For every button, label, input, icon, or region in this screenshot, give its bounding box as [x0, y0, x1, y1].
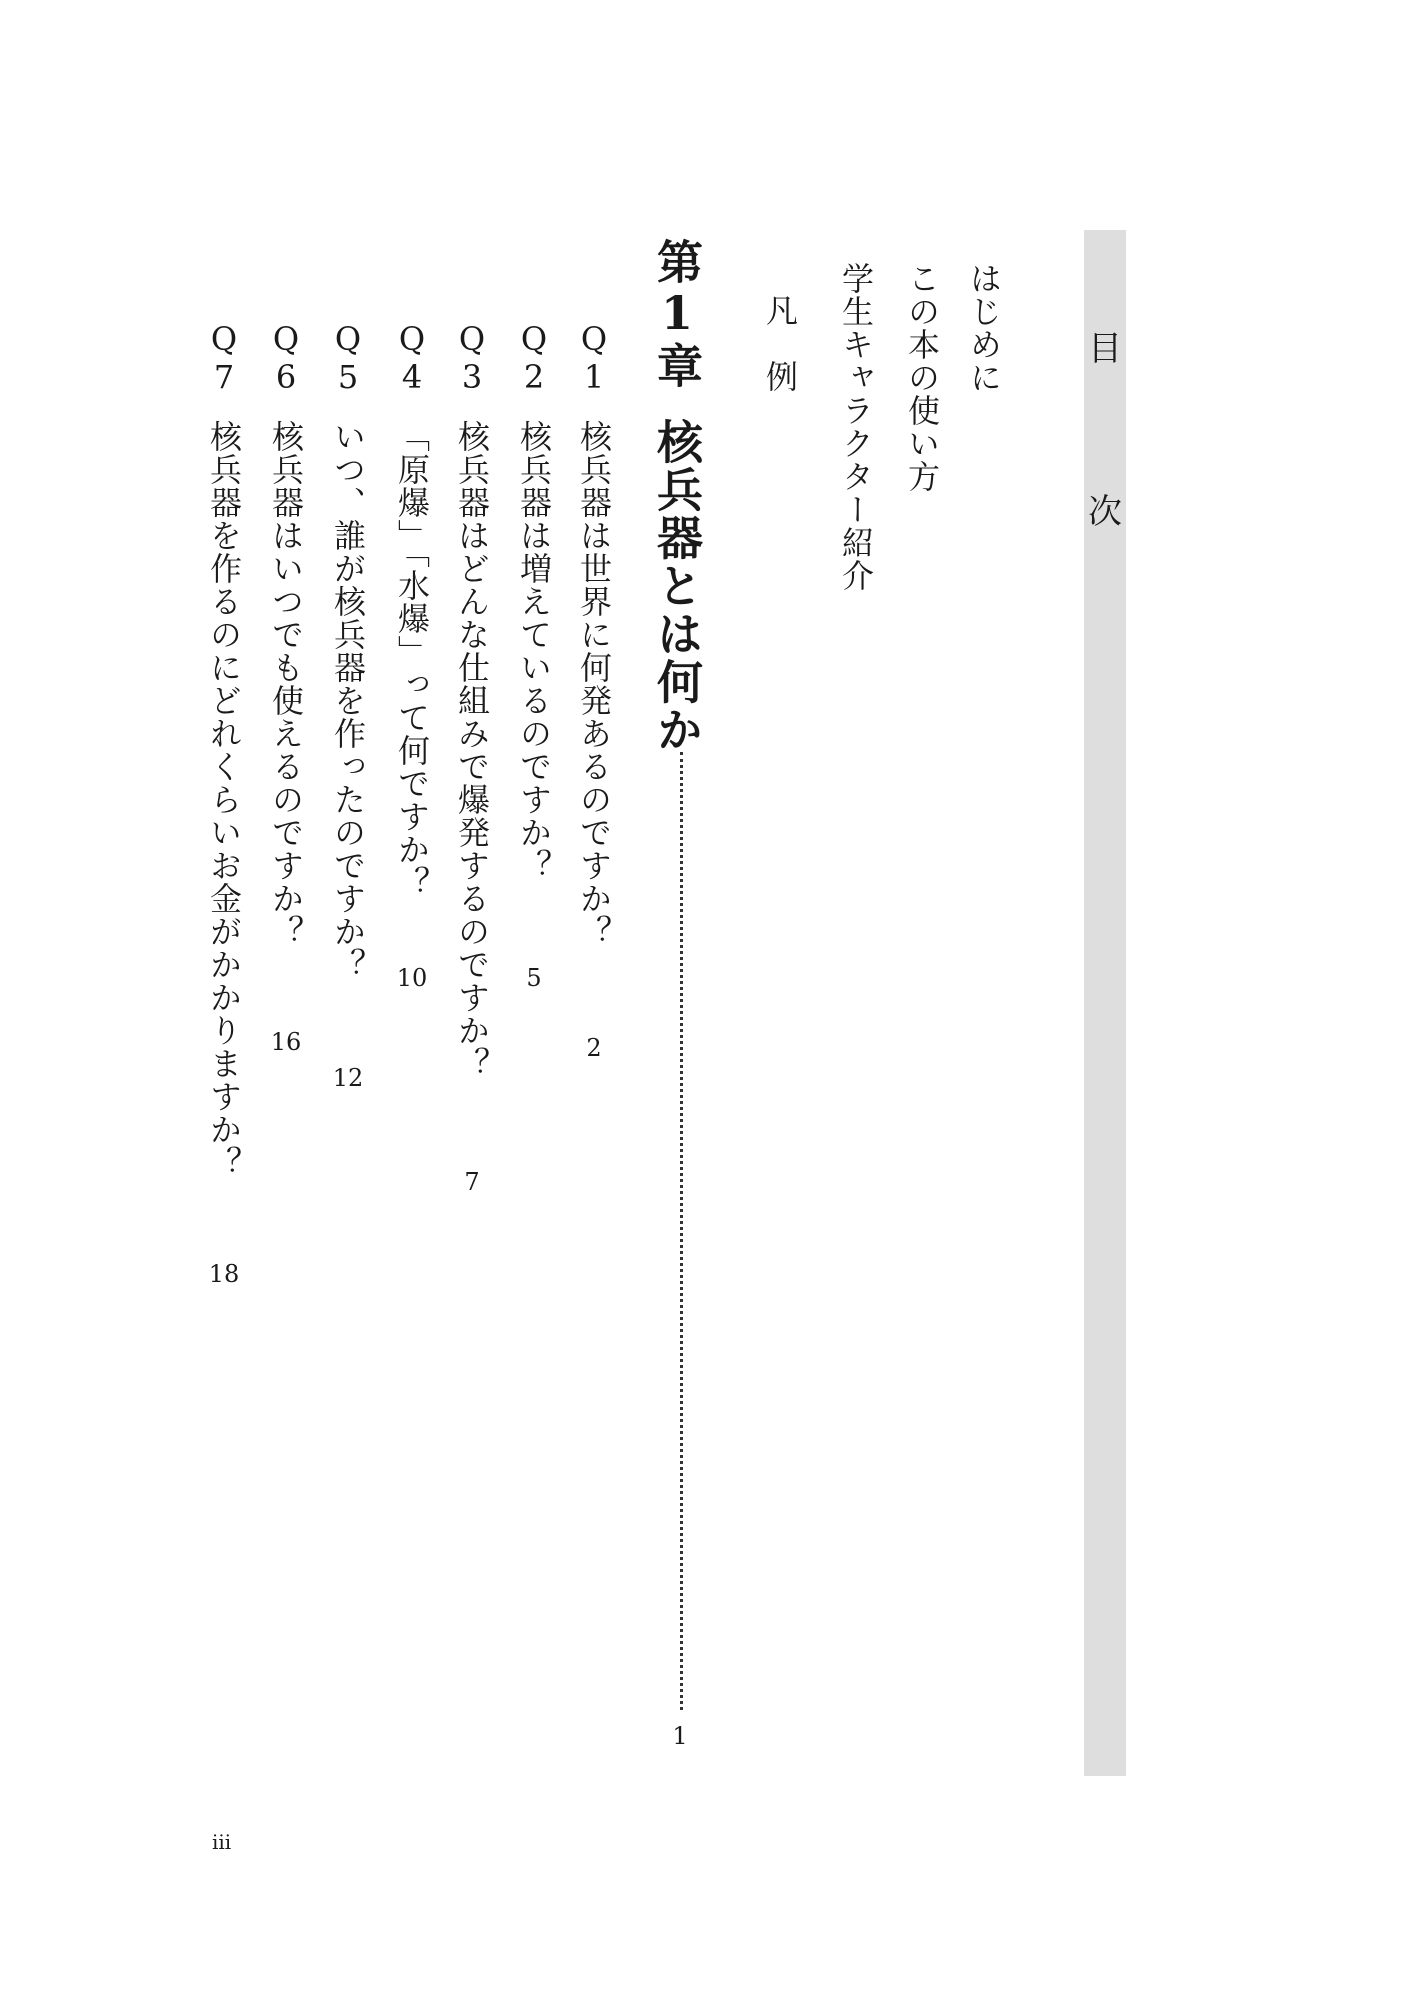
chapter-title: 核兵器とは何か	[650, 418, 704, 754]
question-page-number: 18	[208, 1260, 240, 1288]
question-label: Q2	[515, 320, 553, 396]
question-label: Q6	[267, 320, 305, 396]
chapter-label: 第1章	[650, 238, 704, 390]
question-text: 核兵器はどんな仕組みで爆発するのですか？	[453, 420, 491, 1080]
question-page-number: 10	[396, 964, 428, 992]
toc-entry-characters: 学生キャラクター紹介	[837, 262, 875, 592]
page-folio: iii	[212, 1830, 232, 1854]
question-text: 「原爆」「水爆」って何ですか？	[393, 420, 431, 899]
question-label: Q4	[393, 320, 431, 396]
question-page-number: 7	[464, 1168, 480, 1196]
question-label: Q3	[453, 320, 491, 396]
question-label: Q7	[205, 320, 243, 396]
title-bar	[1084, 230, 1126, 1776]
chapter-page-number: 1	[672, 1722, 688, 1750]
toc-title-char-1: 目	[1088, 329, 1122, 369]
toc-entry-how-to-use: この本の使い方	[903, 262, 941, 493]
question-page-number: 16	[270, 1028, 302, 1056]
toc-entry-hanrei: 凡 例	[761, 294, 799, 393]
question-page-number: 5	[526, 964, 542, 992]
question-page-number: 2	[586, 1034, 602, 1062]
toc-entry-hajimeni: はじめに	[965, 262, 1003, 394]
question-text: 核兵器は増えているのですか？	[515, 420, 553, 882]
toc-title-char-2: 次	[1088, 492, 1122, 532]
question-text: 核兵器は世界に何発あるのですか？	[575, 420, 613, 948]
question-text: いつ、誰が核兵器を作ったのですか？	[329, 420, 367, 981]
chapter-leader-dots	[680, 752, 683, 1710]
question-label: Q1	[575, 320, 613, 396]
question-text: 核兵器を作るのにどれくらいお金がかかりますか？	[205, 420, 243, 1179]
question-label: Q5	[329, 320, 367, 396]
question-page-number: 12	[332, 1064, 364, 1092]
question-text: 核兵器はいつでも使えるのですか？	[267, 420, 305, 948]
